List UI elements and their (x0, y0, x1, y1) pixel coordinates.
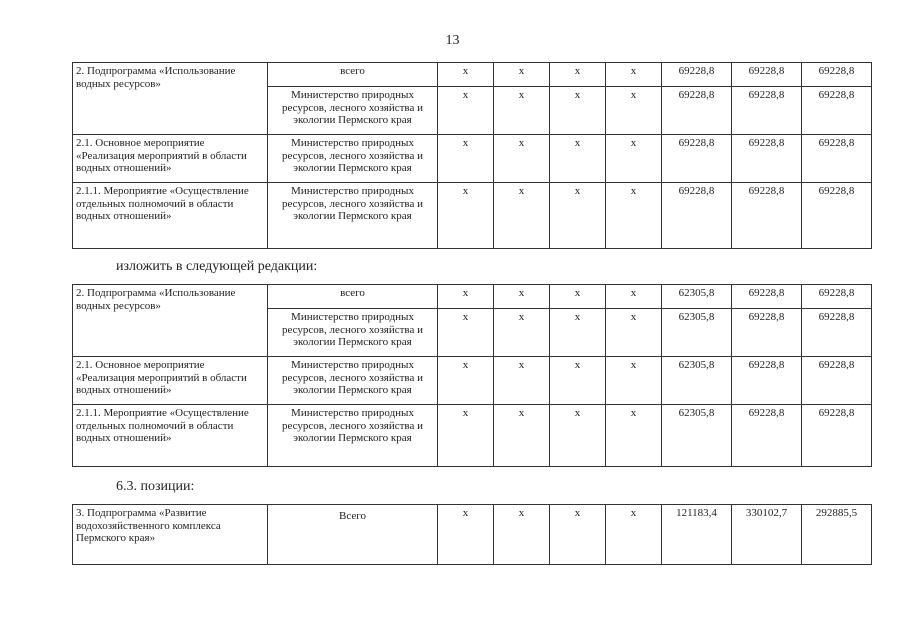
responsible-cell: всего (268, 285, 438, 309)
responsible-cell: Министерство природных ресурсов, лесного хозяйства и экологии Пермского края (268, 357, 438, 405)
responsible-cell: Министерство природных ресурсов, лесного хозяйства и экологии Пермского края (268, 309, 438, 357)
amount-cell: 69228,8 (662, 63, 732, 87)
x-cell: x (438, 135, 494, 183)
amount-cell: 62305,8 (662, 405, 732, 467)
amount-cell: 62305,8 (662, 357, 732, 405)
x-cell: x (494, 405, 550, 467)
responsible-cell: Министерство природных ресурсов, лесного хозяйства и экологии Пермского края (268, 183, 438, 249)
responsible-cell: всего (268, 63, 438, 87)
x-cell: x (550, 357, 606, 405)
x-cell: x (606, 505, 662, 565)
x-cell: x (606, 87, 662, 135)
amount-cell: 330102,7 (732, 505, 802, 565)
x-cell: x (606, 309, 662, 357)
x-cell: x (494, 505, 550, 565)
amount-cell: 69228,8 (732, 87, 802, 135)
amount-cell: 62305,8 (662, 309, 732, 357)
program-cell: 2.1.1. Мероприятие «Осуществление отдельных полномочий в области водных отношений» (73, 183, 268, 249)
responsible-cell: Министерство природных ресурсов, лесного хозяйства и экологии Пермского края (268, 135, 438, 183)
amount-cell: 69228,8 (802, 285, 872, 309)
page-number: 13 (445, 33, 460, 48)
x-cell: x (494, 309, 550, 357)
x-cell: x (438, 505, 494, 565)
positions-table-body (73, 505, 872, 565)
x-cell: x (606, 405, 662, 467)
program-cell: 3. Подпрограмма «Развитие водохозяйственного комплекса Пермского края» (73, 505, 268, 565)
old-program-table (72, 62, 872, 249)
table-row (73, 183, 872, 249)
amount-cell: 69228,8 (662, 135, 732, 183)
amount-cell: 69228,8 (732, 357, 802, 405)
x-cell: x (606, 183, 662, 249)
x-cell: x (494, 87, 550, 135)
x-cell: x (438, 309, 494, 357)
positions-table (72, 504, 872, 565)
x-cell: x (606, 63, 662, 87)
table-row (73, 63, 872, 87)
amount-cell: 69228,8 (662, 87, 732, 135)
x-cell: x (550, 505, 606, 565)
x-cell: x (550, 135, 606, 183)
x-cell: x (438, 87, 494, 135)
x-cell: x (438, 405, 494, 467)
amount-cell: 69228,8 (802, 63, 872, 87)
x-cell: x (606, 357, 662, 405)
x-cell: x (494, 285, 550, 309)
new-program-table (72, 284, 872, 467)
new-edition-caption: изложить в следующей редакции: (116, 259, 318, 274)
x-cell: x (494, 135, 550, 183)
amount-cell: 69228,8 (732, 309, 802, 357)
responsible-cell: Министерство природных ресурсов, лесного хозяйства и экологии Пермского края (268, 405, 438, 467)
amount-cell: 69228,8 (732, 63, 802, 87)
table-row (73, 405, 872, 467)
x-cell: x (494, 63, 550, 87)
x-cell: x (550, 63, 606, 87)
positions-caption: 6.3. позиции: (116, 479, 195, 494)
amount-cell: 69228,8 (802, 183, 872, 249)
x-cell: x (606, 285, 662, 309)
x-cell: x (550, 405, 606, 467)
amount-cell: 69228,8 (732, 183, 802, 249)
x-cell: x (606, 135, 662, 183)
amount-cell: 69228,8 (802, 309, 872, 357)
x-cell: x (438, 357, 494, 405)
table-row (73, 505, 872, 565)
x-cell: x (438, 63, 494, 87)
x-cell: x (550, 183, 606, 249)
amount-cell: 69228,8 (662, 183, 732, 249)
amount-cell: 69228,8 (732, 285, 802, 309)
program-cell: 2. Подпрограмма «Использование водных ресурсов» (73, 63, 268, 135)
table-row (73, 135, 872, 183)
program-cell: 2.1.1. Мероприятие «Осуществление отдельных полномочий в области водных отношений» (73, 405, 268, 467)
x-cell: x (438, 285, 494, 309)
program-cell: 2.1. Основное мероприятие «Реализация мероприятий в области водных отношений» (73, 357, 268, 405)
old-table-body (73, 63, 872, 249)
amount-cell: 292885,5 (802, 505, 872, 565)
responsible-cell: Всего (268, 505, 438, 565)
amount-cell: 121183,4 (662, 505, 732, 565)
x-cell: x (494, 183, 550, 249)
amount-cell: 69228,8 (802, 87, 872, 135)
responsible-cell: Министерство природных ресурсов, лесного хозяйства и экологии Пермского края (268, 87, 438, 135)
amount-cell: 69228,8 (802, 405, 872, 467)
table-row (73, 285, 872, 309)
x-cell: x (550, 87, 606, 135)
new-table-body (73, 285, 872, 467)
amount-cell: 69228,8 (802, 135, 872, 183)
program-cell: 2. Подпрограмма «Использование водных ресурсов» (73, 285, 268, 357)
x-cell: x (550, 285, 606, 309)
table-row (73, 357, 872, 405)
x-cell: x (438, 183, 494, 249)
x-cell: x (550, 309, 606, 357)
amount-cell: 69228,8 (802, 357, 872, 405)
program-cell: 2.1. Основное мероприятие «Реализация мероприятий в области водных отношений» (73, 135, 268, 183)
x-cell: x (494, 357, 550, 405)
amount-cell: 69228,8 (732, 135, 802, 183)
amount-cell: 69228,8 (732, 405, 802, 467)
amount-cell: 62305,8 (662, 285, 732, 309)
